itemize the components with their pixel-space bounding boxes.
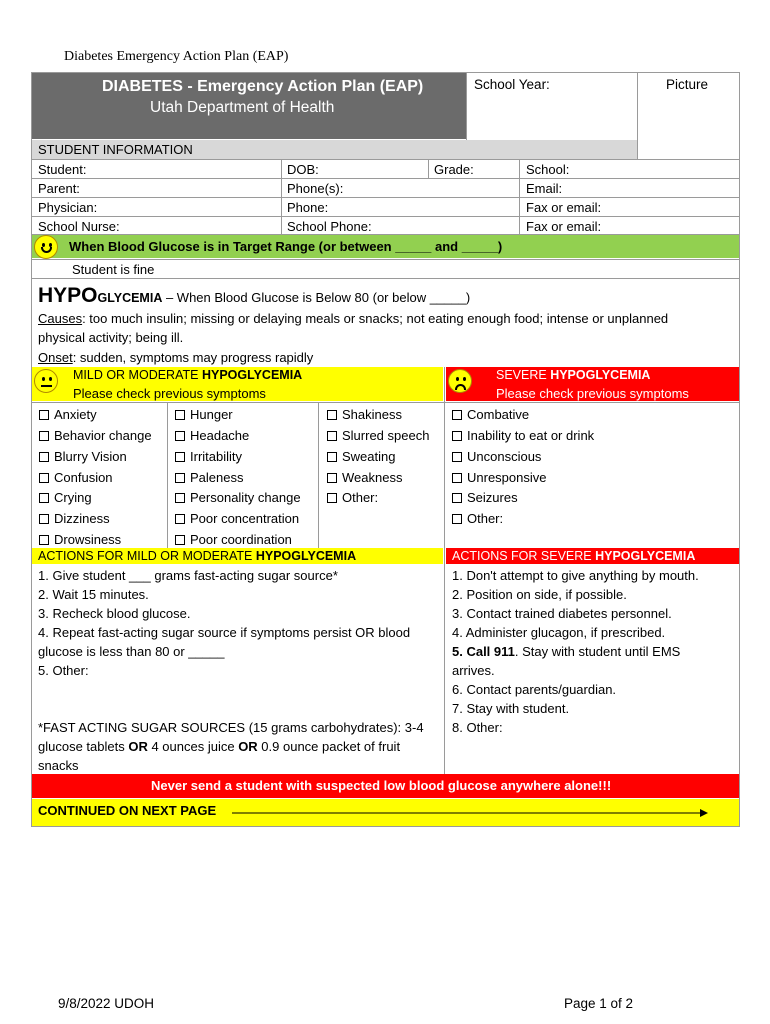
severe-hypo-title — [496, 369, 650, 382]
symptom-combative[interactable] — [452, 408, 529, 421]
checkbox[interactable] — [452, 410, 462, 420]
department-name: Utah Department of Health — [150, 99, 335, 116]
severe-action-2: 2. Position on side, if possible. — [452, 587, 627, 602]
symptom-label: Irritability — [190, 449, 243, 464]
target-range-label: When Blood Glucose is in Target Range (or between _____ and _____) — [69, 239, 503, 254]
symptom-poor-coordination[interactable] — [175, 533, 292, 546]
symptom-unresponsive[interactable] — [452, 471, 547, 484]
divider — [167, 402, 168, 548]
divider — [444, 367, 445, 774]
onset-label: Onset — [38, 350, 73, 365]
warning-text: Never send a student with suspected low blood glucose anywhere alone!!! — [151, 778, 612, 793]
checkbox[interactable] — [452, 473, 462, 483]
fast-sugar-note-3: snacks — [38, 758, 79, 773]
symptom-seizures[interactable] — [452, 491, 518, 504]
severe-action-6: 6. Contact parents/guardian. — [452, 682, 617, 697]
symptom-confusion[interactable] — [39, 471, 113, 484]
severe-action-4: 4. Administer glucagon, if prescribed. — [452, 625, 666, 640]
symptom-weakness[interactable] — [327, 471, 402, 484]
severe-title-prefix: SEVERE — [496, 368, 551, 382]
symptom-label: Paleness — [190, 470, 244, 485]
checkbox[interactable] — [39, 431, 49, 441]
symptom-label: Crying — [54, 490, 92, 505]
checkbox[interactable] — [175, 535, 185, 545]
footer-date: 9/8/2022 UDOH — [58, 996, 155, 1011]
causes-label: Causes — [38, 311, 83, 326]
onset-line — [38, 351, 313, 364]
symptom-label: Dizziness — [54, 511, 110, 526]
symptom-label: Other: — [342, 490, 379, 505]
checkbox[interactable] — [452, 452, 462, 462]
page-number: Page 1 of 2 — [564, 996, 634, 1011]
symptom-other-mild[interactable] — [327, 491, 378, 504]
symptom-anxiety[interactable] — [39, 408, 97, 421]
school-label: School: — [526, 162, 570, 177]
note-or: OR — [238, 739, 258, 754]
student-label: Student: — [38, 162, 87, 177]
note-part: 0.9 ounce packet of fruit — [257, 739, 401, 754]
continued-text: CONTINUED ON NEXT PAGE — [38, 803, 217, 818]
symptom-label: Weakness — [342, 470, 403, 485]
checkbox[interactable] — [39, 514, 49, 524]
mild-action-4-cont: glucose is less than 80 or _____ — [38, 644, 225, 659]
divider — [466, 72, 467, 140]
divider — [31, 402, 740, 403]
warning-bar — [32, 774, 739, 798]
sad-face-icon — [448, 369, 472, 393]
student-info-title: STUDENT INFORMATION — [38, 142, 193, 157]
symptom-paleness[interactable] — [175, 471, 243, 484]
hypo-heading-rest: – When Blood Glucose is Below 80 (or below _____) — [162, 290, 471, 305]
symptom-label: Sweating — [342, 449, 396, 464]
symptom-label: Anxiety — [54, 407, 97, 422]
mild-actions-prefix: ACTIONS FOR MILD OR MODERATE — [38, 549, 256, 563]
severe-actions-bold: HYPOGLYCEMIA — [595, 549, 696, 563]
symptom-label: Poor coordination — [190, 532, 292, 547]
causes-line-2: physical activity; being ill. — [38, 330, 184, 345]
dob-label: DOB: — [287, 162, 319, 177]
symptom-irritability[interactable] — [175, 450, 242, 463]
page-header: Diabetes Emergency Action Plan (EAP) — [64, 49, 289, 64]
severe-action-7: 7. Stay with student. — [452, 701, 570, 716]
symptom-shakiness[interactable] — [327, 408, 402, 421]
symptom-label: Unconscious — [467, 449, 542, 464]
severe-actions-prefix: ACTIONS FOR SEVERE — [452, 549, 596, 563]
call-911: 5. Call 911 — [452, 644, 515, 659]
checkbox[interactable] — [175, 493, 185, 503]
symptom-label: Behavior change — [54, 428, 152, 443]
checkbox[interactable] — [452, 431, 462, 441]
symptom-label: Drowsiness — [54, 532, 122, 547]
email-label: Email: — [526, 181, 563, 196]
divider — [637, 72, 638, 160]
checkbox[interactable] — [39, 493, 49, 503]
checkbox[interactable] — [452, 493, 462, 503]
checkbox[interactable] — [175, 410, 185, 420]
checkbox[interactable] — [39, 535, 49, 545]
note-part: glucose tablets — [38, 739, 129, 754]
title-banner — [32, 73, 466, 139]
divider — [318, 402, 319, 548]
phone-label: Phone: — [287, 200, 329, 215]
symptom-label: Inability to eat or drink — [467, 428, 595, 443]
action-text: . Stay with student until EMS — [514, 644, 681, 659]
note-or: OR — [128, 739, 148, 754]
severe-action-1: 1. Don't attempt to give anything by mouth. — [452, 568, 699, 583]
student-info-header — [32, 140, 637, 159]
neutral-face-icon — [34, 369, 58, 393]
severe-title-bold: HYPOGLYCEMIA — [550, 368, 651, 382]
checkbox[interactable] — [175, 473, 185, 483]
checkbox[interactable] — [327, 493, 337, 503]
causes-line-1 — [38, 312, 668, 325]
hypo-big: HYPO — [38, 284, 98, 307]
phones-label: Phone(s): — [287, 181, 344, 196]
checkbox[interactable] — [327, 452, 337, 462]
severe-hypo-header — [446, 367, 739, 401]
divider — [31, 259, 740, 260]
symptom-label: Blurry Vision — [54, 449, 127, 464]
symptom-drowsiness[interactable] — [39, 533, 121, 546]
mild-hypo-title — [73, 369, 302, 382]
checkbox[interactable] — [39, 410, 49, 420]
fast-sugar-note-1: *FAST ACTING SUGAR SOURCES (15 grams carbohydrates): 3-4 — [38, 720, 424, 735]
divider — [31, 159, 740, 160]
symptom-label: Slurred speech — [342, 428, 430, 443]
divider — [428, 159, 429, 178]
mild-hypo-subtitle: Please check previous symptoms — [73, 386, 266, 401]
symptom-label: Shakiness — [342, 407, 402, 422]
symptom-hunger[interactable] — [175, 408, 233, 421]
symptom-unconscious[interactable] — [452, 450, 541, 463]
mild-action-5: 5. Other: — [38, 663, 89, 678]
checkbox[interactable] — [327, 431, 337, 441]
mild-title-bold: HYPOGLYCEMIA — [201, 368, 303, 382]
mild-title-prefix: MILD OR MODERATE — [73, 368, 202, 382]
mild-action-1: 1. Give student ___ grams fast-acting sugar source* — [38, 568, 338, 583]
continued-bar — [32, 799, 739, 826]
divider — [31, 216, 740, 217]
checkbox[interactable] — [327, 473, 337, 483]
symptom-label: Seizures — [467, 490, 518, 505]
target-status: Student is fine — [72, 262, 155, 277]
divider — [31, 278, 740, 279]
fax-email-label-2: Fax or email: — [526, 219, 602, 234]
smiley-face-icon — [34, 235, 58, 259]
fax-email-label: Fax or email: — [526, 200, 602, 215]
severe-action-3: 3. Contact trained diabetes personnel. — [452, 606, 672, 621]
school-nurse-label: School Nurse: — [38, 219, 120, 234]
symptom-label: Poor concentration — [190, 511, 300, 526]
checkbox[interactable] — [175, 431, 185, 441]
causes-text: : too much insulin; missing or delaying meals or snacks; not eating enough food; intense or unplanned — [82, 311, 669, 326]
symptom-personality-change[interactable] — [175, 491, 301, 504]
severe-action-5 — [452, 645, 680, 658]
divider — [31, 197, 740, 198]
hypo-small: GLYCEMIA — [97, 291, 163, 305]
severe-hypo-subtitle: Please check previous symptoms — [496, 386, 689, 401]
symptom-label: Other: — [467, 511, 504, 526]
mild-action-3: 3. Recheck blood glucose. — [38, 606, 191, 621]
severe-actions-title — [452, 550, 695, 563]
checkbox[interactable] — [175, 514, 185, 524]
arrow-right-icon — [230, 805, 710, 819]
symptom-dizziness[interactable] — [39, 512, 110, 525]
mild-hypo-header — [32, 367, 443, 401]
form-title: DIABETES - Emergency Action Plan (EAP) — [102, 78, 424, 95]
symptom-blurry-vision[interactable] — [39, 450, 127, 463]
mild-actions-bold: HYPOGLYCEMIA — [255, 549, 357, 563]
symptom-label: Headache — [190, 428, 250, 443]
parent-label: Parent: — [38, 181, 80, 196]
mild-action-4: 4. Repeat fast-acting sugar source if symptoms persist OR blood — [38, 625, 411, 640]
grade-label: Grade: — [434, 162, 474, 177]
symptom-label: Personality change — [190, 490, 301, 505]
school-phone-label: School Phone: — [287, 219, 372, 234]
severe-actions-header — [446, 548, 739, 564]
hypo-heading — [38, 285, 470, 306]
symptom-label: Hunger — [190, 407, 233, 422]
symptom-slurred-speech[interactable] — [327, 429, 429, 442]
symptom-label: Combative — [467, 407, 530, 422]
severe-action-5-cont: arrives. — [452, 663, 495, 678]
symptom-other-severe[interactable] — [452, 512, 503, 525]
symptom-poor-concentration[interactable] — [175, 512, 299, 525]
symptom-label: Unresponsive — [467, 470, 547, 485]
target-range-bar — [32, 235, 739, 258]
symptom-label: Confusion — [54, 470, 113, 485]
checkbox[interactable] — [175, 452, 185, 462]
mild-actions-title — [38, 550, 356, 563]
picture-label: Picture — [666, 77, 709, 92]
symptom-inability-to-eat[interactable] — [452, 429, 594, 442]
mild-action-2: 2. Wait 15 minutes. — [38, 587, 149, 602]
symptom-behavior-change[interactable] — [39, 429, 152, 442]
symptom-sweating[interactable] — [327, 450, 395, 463]
checkbox[interactable] — [39, 452, 49, 462]
fast-sugar-note-2 — [38, 740, 400, 753]
checkbox[interactable] — [452, 514, 462, 524]
mild-actions-header — [32, 548, 443, 564]
severe-action-8: 8. Other: — [452, 720, 503, 735]
divider — [31, 178, 740, 179]
checkbox[interactable] — [39, 473, 49, 483]
symptom-crying[interactable] — [39, 491, 92, 504]
physician-label: Physician: — [38, 200, 98, 215]
symptom-headache[interactable] — [175, 429, 249, 442]
onset-text: : sudden, symptoms may progress rapidly — [72, 350, 314, 365]
checkbox[interactable] — [327, 410, 337, 420]
note-part: 4 ounces juice — [147, 739, 239, 754]
school-year-label: School Year: — [474, 77, 550, 92]
